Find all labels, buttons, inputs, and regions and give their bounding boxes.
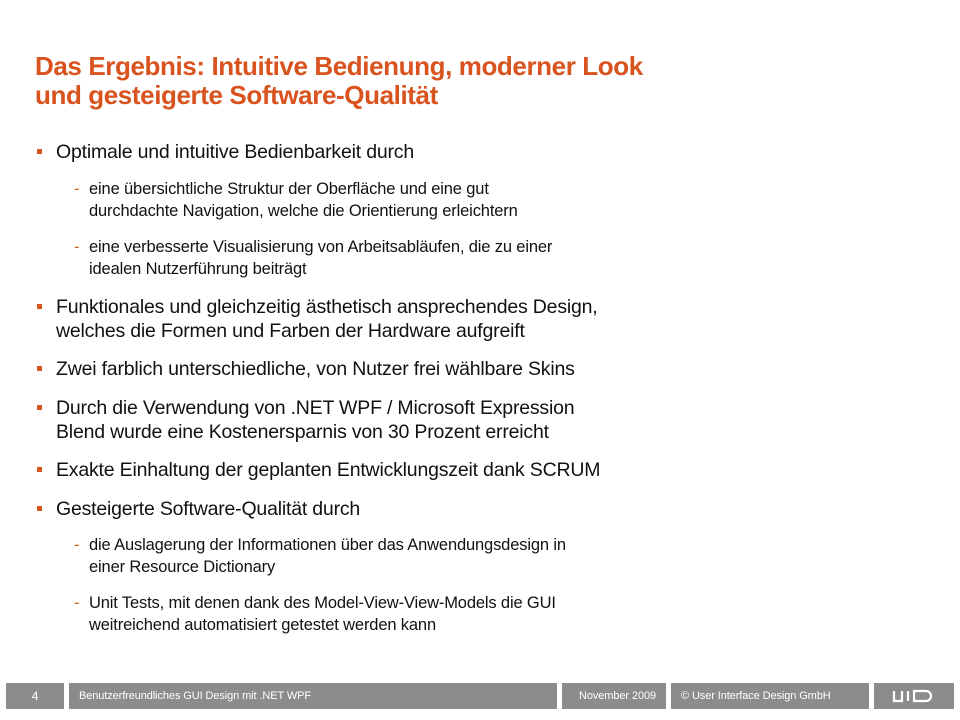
footer-date: November 2009 xyxy=(562,683,666,709)
bullet-item xyxy=(36,295,696,343)
dash-icon: - xyxy=(74,536,80,554)
sub-bullet-line: einer Resource Dictionary xyxy=(89,558,276,576)
sub-bullet-line: idealen Nutzerführung beiträgt xyxy=(89,260,307,278)
uid-logo-icon xyxy=(874,683,954,709)
bullet-marker-icon xyxy=(37,467,42,472)
bullet-text: Blend wurde eine Kostenersparnis von 30 Prozent erreicht xyxy=(56,421,549,443)
bullet-item xyxy=(36,396,696,444)
slide-content xyxy=(36,140,696,636)
page-number: 4 xyxy=(6,683,64,709)
footer-doc-title: Benutzerfreundliches GUI Design mit .NET WPF xyxy=(69,683,557,709)
slide-footer xyxy=(6,683,954,709)
footer-copyright: © User Interface Design GmbH xyxy=(671,683,869,709)
dash-icon: - xyxy=(74,238,80,256)
sub-bullet-line: die Auslagerung der Informationen über das Anwendungsdesign in xyxy=(89,536,566,554)
bullet-text: Funktionales und gleichzeitig ästhetisch ansprechendes Design, xyxy=(56,296,598,318)
slide-title-line-1: Das Ergebnis: Intuitive Bedienung, moderner Look xyxy=(35,51,643,81)
bullet-text: welches die Formen und Farben der Hardware aufgreift xyxy=(56,320,525,342)
bullet-marker-icon xyxy=(37,149,42,154)
dash-icon: - xyxy=(74,180,80,198)
bullet-text: Zwei farblich unterschiedliche, von Nutzer frei wählbare Skins xyxy=(56,358,575,380)
sub-bullet-item xyxy=(36,236,696,280)
sub-bullet-line: eine verbesserte Visualisierung von Arbeitsabläufen, die zu einer xyxy=(89,238,553,256)
bullet-text: Optimale und intuitive Bedienbarkeit durch xyxy=(56,141,414,163)
bullet-text: Durch die Verwendung von .NET WPF / Microsoft Expression xyxy=(56,397,575,419)
bullet-marker-icon xyxy=(37,366,42,371)
sub-bullet-line: eine übersichtliche Struktur der Oberfläche und eine gut xyxy=(89,180,489,198)
bullet-item xyxy=(36,458,696,482)
dash-icon: - xyxy=(74,594,80,612)
bullet-marker-icon xyxy=(37,506,42,511)
bullet-item xyxy=(36,497,696,521)
bullet-marker-icon xyxy=(37,405,42,410)
sub-bullet-line: durchdachte Navigation, welche die Orientierung erleichtern xyxy=(89,202,518,220)
slide-title xyxy=(35,52,915,110)
sub-bullet-line: weitreichend automatisiert getestet werden kann xyxy=(89,616,436,634)
bullet-marker-icon xyxy=(37,304,42,309)
sub-bullet-line: Unit Tests, mit denen dank des Model-View-View-Models die GUI xyxy=(89,594,556,612)
sub-bullet-item xyxy=(36,592,696,636)
uid-logo-graphic xyxy=(892,689,936,703)
bullet-item xyxy=(36,357,696,381)
bullet-text: Gesteigerte Software-Qualität durch xyxy=(56,498,361,520)
sub-bullet-item xyxy=(36,534,696,578)
bullet-text: Exakte Einhaltung der geplanten Entwicklungszeit dank SCRUM xyxy=(56,459,601,481)
slide-title-line-2: und gesteigerte Software-Qualität xyxy=(35,80,438,110)
bullet-item xyxy=(36,140,696,164)
sub-bullet-item xyxy=(36,178,696,222)
